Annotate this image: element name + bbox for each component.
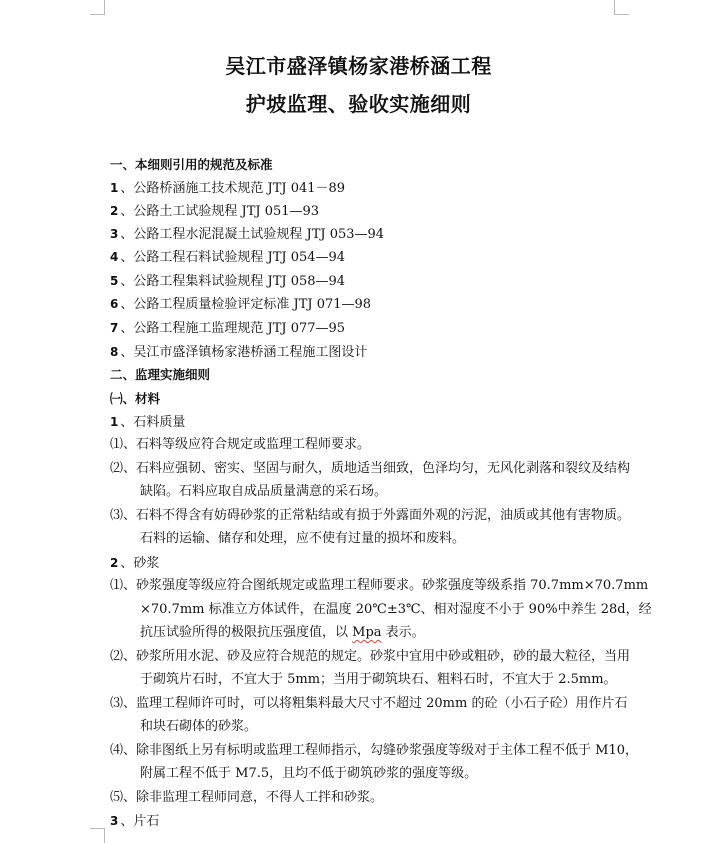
item-heading [110,555,159,572]
paragraph-continuation: ×70.7mm 标准立方体试件，在温度 20℃±3℃、相对湿度不小于 90%中养生 28d，经 [140,602,652,617]
paragraph-continuation: 缺陷。石料应取自成品质量满意的采石场。 [140,484,388,499]
paragraph: ⑵、砂浆所用水泥、砂及应符合规范的规定。砂浆中宜用中砂或粗砂，砂的最大粒径，当用 [110,649,631,664]
spellcheck-flagged-word: Mpa [352,625,382,640]
list-item [110,320,345,337]
page-corner-mark [90,0,105,15]
item-title: 、石料质量 [120,415,186,430]
text-run: 抗压试验所得的极限抗压强度值，以 [140,625,353,640]
item-number: 8 [110,345,119,359]
section-heading: 一、本细则引用的规范及标准 [110,157,273,172]
item-number: 3 [110,227,119,241]
item-number: 3 [110,814,119,828]
paragraph: ⑶、石料不得含有妨碍砂浆的正常粘结或有损于外露面外观的污泥，油质或其他有害物质。 [110,508,631,523]
item-text: 、公路桥涵施工技术规范 JTJ 041－89 [120,181,346,196]
list-item [110,203,319,220]
list-item [110,344,367,361]
paragraph-continuation: 附属工程不低于 M7.5，且均不低于砌筑砂浆的强度等级。 [140,766,478,781]
page-corner-mark [90,828,105,843]
item-number: 1 [110,415,119,429]
list-item [110,273,345,290]
item-title: 、片石 [120,814,160,829]
item-text: 、公路土工试验规程 JTJ 051—93 [120,204,320,219]
item-number: 5 [110,274,119,288]
item-number: 2 [110,204,119,218]
item-number: 4 [110,250,119,264]
item-text: 、公路工程石料试验规程 JTJ 054—94 [120,250,346,265]
document-subtitle: 护坡监理、验收实施细则 [245,92,472,116]
item-text: 、吴江市盛泽镇杨家港桥涵工程施工图设计 [120,345,368,360]
item-text: 、公路工程施工监理规范 JTJ 077—95 [120,321,346,336]
section-heading: 二、监理实施细则 [110,367,211,382]
paragraph: ⑸、除非监理工程师同意，不得人工拌和砂浆。 [110,790,384,805]
subsection-heading: ㈠、材料 [110,391,161,406]
item-text: 、公路工程水泥混凝土试验规程 JTJ 053—94 [120,227,385,242]
paragraph-continuation: 石料的运输、储存和处理，应不使有过量的损坏和废料。 [140,531,466,546]
list-item [110,249,345,266]
paragraph-continuation [140,625,425,641]
page-corner-mark [614,0,629,15]
item-heading [110,414,185,431]
item-number: 2 [110,556,119,570]
item-title: 、砂浆 [120,556,160,571]
list-item [110,296,371,313]
paragraph: ⑴、石料等级应符合规定或监理工程师要求。 [110,437,371,452]
list-item [110,226,384,243]
item-number: 7 [110,321,119,335]
item-number: 6 [110,297,119,311]
item-number: 1 [110,181,119,195]
paragraph: ⑴、砂浆强度等级应符合图纸规定或监理工程师要求。砂浆强度等级系指 70.7mm×70.7mm [110,578,649,593]
paragraph-continuation: 于砌筑片石时，不宜大于 5mm；当用于砌筑块石、粗料石时，不宜大于 2.5mm。 [140,672,617,687]
list-item [110,180,345,197]
paragraph: ⑵、石料应强韧、密实、坚固与耐久，质地适当细致，色泽均匀，无风化剥落和裂纹及结构 [110,461,631,476]
paragraph-continuation: 和块石砌体的砂浆。 [140,719,258,734]
item-heading [110,813,159,830]
text-run: 表示。 [381,625,425,640]
item-text: 、公路工程质量检验评定标准 JTJ 071—98 [120,297,372,312]
document-title: 吴江市盛泽镇杨家港桥涵工程 [225,54,492,78]
paragraph: ⑷、除非图纸上另有标明或监理工程师指示，勾缝砂浆强度等级对于主体工程不低于 M10， [110,743,638,758]
item-text: 、公路工程集料试验规程 JTJ 058—94 [120,274,346,289]
paragraph: ⑶、监理工程师许可时，可以将粗集料最大尺寸不超过 20mm 的砼（小石子砼）用作片石 [110,696,628,711]
